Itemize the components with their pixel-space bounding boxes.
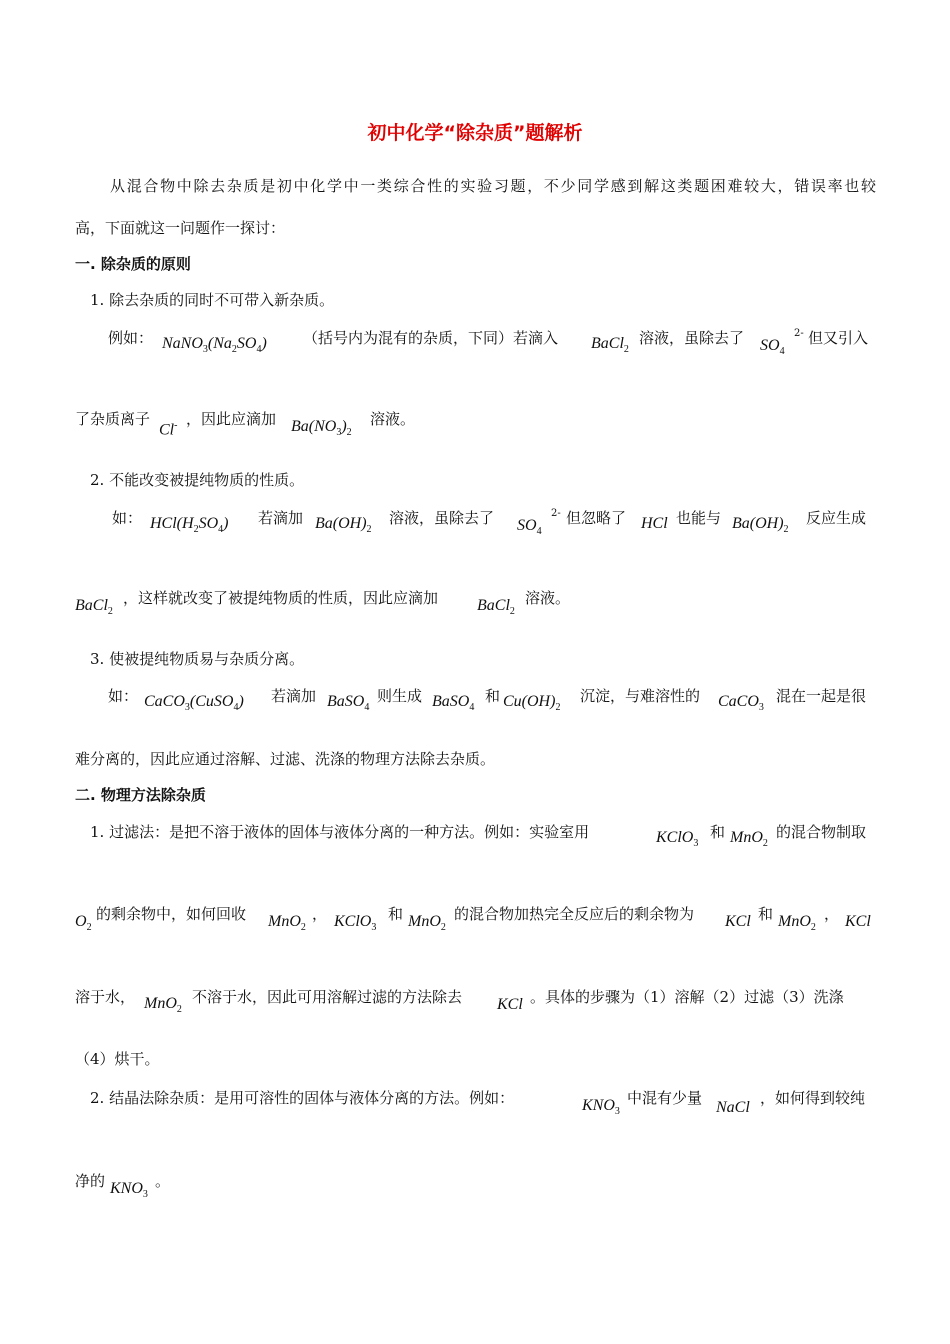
superscript: 2- <box>551 508 561 519</box>
text: 1. 过滤法：是把不溶于液体的固体与液体分离的一种方法。例如：实验室用 <box>90 823 590 841</box>
text: 反应生成 <box>806 509 867 527</box>
text: 混在一起是很 <box>776 687 867 705</box>
text: ， <box>312 905 328 923</box>
formula-kcl: KCl <box>845 913 871 930</box>
text: （4）烘干。 <box>75 1050 160 1068</box>
text: 也能与 <box>676 509 722 527</box>
text: 若滴加 <box>271 687 317 705</box>
formula-baso4: BaSO$_4$ <box>327 693 370 714</box>
text: 。具体的步骤为（1）溶解（2）过滤（3）洗涤 <box>530 988 844 1006</box>
text: 。 <box>155 1172 171 1190</box>
text: ， <box>824 905 840 923</box>
text: 如： <box>112 509 143 527</box>
text: 中混有少量 <box>627 1089 703 1107</box>
principle-3-label: 3. 使被提纯物质易与杂质分离。 <box>90 650 305 668</box>
text: 如： <box>108 687 139 705</box>
formula-mno2: MnO$_2$ <box>268 913 306 934</box>
formula-nano3-na2so4: $NaNO_3(Na_2SO_4)$ <box>162 335 267 356</box>
text: 和 <box>758 905 774 923</box>
formula-baoh2: $Ba(OH)_2$ <box>315 515 372 536</box>
text: （括号内为混有的杂质，下同）若滴入 <box>303 329 559 347</box>
formula-mno2: MnO$_2$ <box>730 829 768 850</box>
formula-cuoh2: $Cu(OH)_2$ <box>503 693 561 714</box>
formula-o2: $O_2$ <box>75 913 92 934</box>
text: 例如： <box>108 329 154 347</box>
formula-cl-ion: Cl- <box>159 420 178 439</box>
principle-1-label: 1. 除去杂质的同时不可带入新杂质。 <box>90 291 335 309</box>
text: 溶于水， <box>75 988 136 1006</box>
text: 溶液。 <box>525 589 571 607</box>
text: 若滴加 <box>258 509 304 527</box>
intro-line-1: 从混合物中除去杂质是初中化学中一类综合性的实验习题，不少同学感到解这类题困难较大，错误率也较 <box>110 177 876 195</box>
formula-bacl2: BaCl$_2$ <box>75 597 113 618</box>
formula-bacl2: BaCl$_2$ <box>591 335 629 356</box>
formula-caco3: CaCO$_3$ <box>718 693 764 714</box>
principle-2-label: 2. 不能改变被提纯物质的性质。 <box>90 471 305 489</box>
text: 但又引入 <box>808 329 869 347</box>
text: 2. 结晶法除杂质：是用可溶性的固体与液体分离的方法。例如： <box>90 1089 515 1107</box>
text: ，这样就改变了被提纯物质的性质，因此应滴加 <box>123 589 439 607</box>
formula-kclo3: KClO$_3$ <box>334 913 377 934</box>
formula-mno2: MnO$_2$ <box>144 995 182 1016</box>
text: 则生成 <box>377 687 423 705</box>
text: 的混合物加热完全反应后的剩余物为 <box>454 905 695 923</box>
formula-kno3: $KNO_3$ <box>110 1180 148 1201</box>
text: 溶液，虽除去了 <box>389 509 495 527</box>
formula-caco3-cuso4: CaCO$_3$(CuSO$_4$) <box>144 693 244 714</box>
text: 沉淀，与难溶性的 <box>580 687 701 705</box>
formula-hcl-h2so4: $HCl(H_2SO_4)$ <box>150 515 229 536</box>
formula-kcl: KCl <box>497 996 523 1013</box>
formula-baoh2: $Ba(OH)_2$ <box>732 515 789 536</box>
text: 溶液。 <box>370 410 416 428</box>
text: 溶液，虽除去了 <box>639 329 745 347</box>
formula-nacl: NaCl <box>716 1099 750 1116</box>
formula-kclo3: KClO$_3$ <box>656 829 699 850</box>
text: 和 <box>485 687 501 705</box>
formula-bacl2: BaCl$_2$ <box>477 597 515 618</box>
formula-kno3: $KNO_3$ <box>582 1097 620 1118</box>
formula-baso4: BaSO$_4$ <box>432 693 475 714</box>
formula-so4: $SO_4$ <box>760 337 785 358</box>
text: 但忽略了 <box>566 509 627 527</box>
text: 和 <box>710 823 726 841</box>
text: ，如何得到较纯 <box>760 1089 866 1107</box>
formula-so4: $SO_4$ <box>517 517 542 538</box>
section-heading-2: 二. 物理方法除杂质 <box>75 786 206 804</box>
formula-mno2: MnO$_2$ <box>778 913 816 934</box>
superscript: 2- <box>794 328 804 339</box>
text: 的混合物制取 <box>776 823 867 841</box>
text: 和 <box>388 905 404 923</box>
intro-line-2: 高，下面就这一问题作一探讨： <box>75 219 286 237</box>
formula-kcl: KCl <box>725 913 751 930</box>
formula-mno2: MnO$_2$ <box>408 913 446 934</box>
section-heading-1: 一. 除杂质的原则 <box>75 255 191 273</box>
text: 不溶于水，因此可用溶解过滤的方法除去 <box>192 988 463 1006</box>
text: ，因此应滴加 <box>186 410 277 428</box>
page-title: 初中化学“除杂质”题解析 <box>367 122 583 144</box>
text: 的剩余物中，如何回收 <box>96 905 247 923</box>
text: 净的 <box>75 1172 106 1190</box>
formula-ba-no3-2: $Ba(NO_3)_2$ <box>291 418 352 439</box>
text: 难分离的，因此应通过溶解、过滤、洗涤的物理方法除去杂质。 <box>75 750 496 768</box>
formula-hcl: HCl <box>641 515 668 532</box>
text: 了杂质离子 <box>75 410 151 428</box>
